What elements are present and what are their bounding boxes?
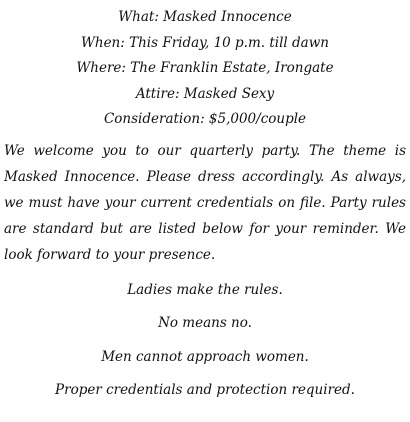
invitation-message: We welcome you to our quarterly party. The theme is Masked Innocence. Please dress accordingly. As always, we must have your current credentials on file. Party rules are standard but are listed below for your reminder. We look forward to your presence. [4, 142, 406, 263]
event-when: When: This Friday, 10 p.m. till dawn [81, 34, 329, 51]
event-where: Where: The Franklin Estate, Irongate [76, 60, 334, 76]
rule-item: Men cannot approach women. [101, 348, 309, 365]
event-details [0, 0, 410, 133]
event-attire: Attire: Masked Sexy [135, 85, 275, 102]
event-what: What: Masked Innocence [118, 9, 292, 25]
party-rules [0, 274, 410, 408]
rule-item: No means no. [158, 315, 252, 331]
rule-item: Ladies make the rules. [127, 281, 283, 298]
rule-item: Proper credentials and protection required. [55, 382, 355, 398]
event-consideration: Consideration: $5,000/couple [103, 111, 307, 127]
